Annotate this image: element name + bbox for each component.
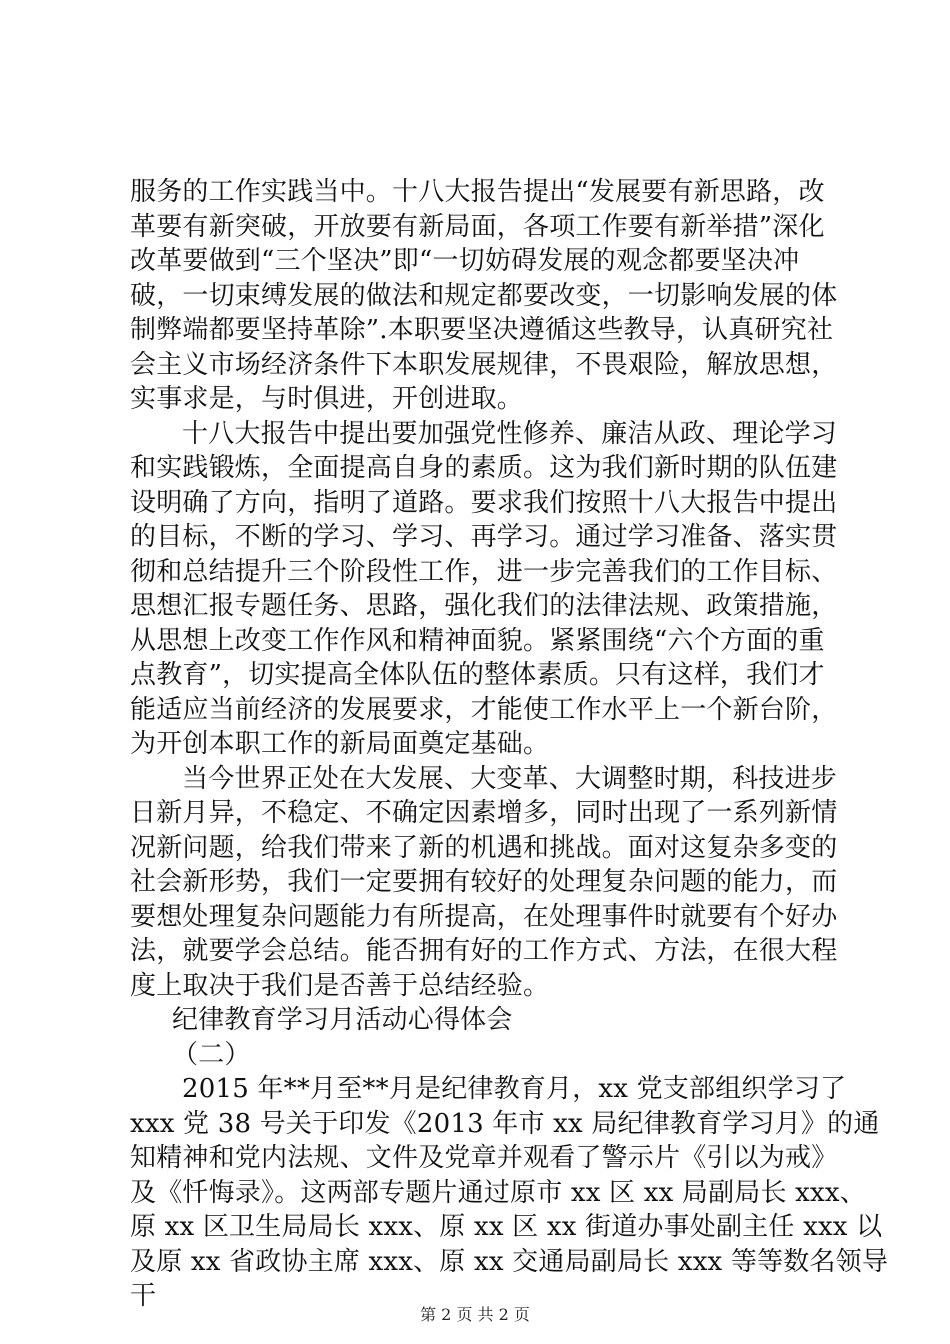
text-line: 设明确了方向，指明了道路。要求我们按照十八大报告中提出: [130, 487, 838, 518]
text-line: 日新月异，不稳定、不确定因素增多，同时出现了一系列新情: [130, 798, 838, 828]
text-line: 从思想上改变工作作风和精神面貌。紧紧围绕“六个方面的重: [130, 625, 825, 656]
text-line: 度上取决于我们是否善于总结经验。: [130, 970, 550, 1001]
text-line: 况新问题，给我们带来了新的机遇和挑战。面对这复杂多变的: [130, 832, 838, 863]
text-line: 原 xx 区卫生局局长 xxx、原 xx 区 xx 街道办事处副主任 xxx 以: [130, 1212, 883, 1242]
section-subtitle: （二）: [172, 1039, 251, 1070]
text-line: 能适应当前经济的发展要求，才能使工作水平上一个新台阶，: [130, 694, 838, 725]
text-line: 要想处理复杂问题能力有所提高，在处理事件时就要有个好办: [130, 901, 838, 932]
document-body: [130, 175, 889, 1314]
text-line: 法，就要学会总结。能否拥有好的工作方式、方法，在很大程: [130, 936, 838, 966]
paragraph-start-line: 2015 年**月至**月是纪律教育月，xx 党支部组织学习了: [182, 1074, 847, 1104]
text-line: xxx 党 38 号关于印发《2013 年市 xx 局纪律教育学习月》的通: [130, 1108, 880, 1139]
text-line: 制弊端都要坚持革除”.本职要坚决遵循这些教导，认真研究社: [130, 315, 834, 345]
text-line: 会主义市场经济条件下本职发展规律，不畏艰险，解放思想，: [130, 349, 838, 380]
paragraph-start-line: 十八大报告中提出要加强党性修养、廉洁从政、理论学习: [182, 418, 838, 449]
text-line: 改革要做到“三个坚决”即“一切妨碍发展的观念都要坚决冲: [130, 246, 800, 276]
paragraph-start-line: 当今世界正处在大发展、大变革、大调整时期，科技进步: [182, 763, 838, 794]
text-line: 点教育”，切实提高全体队伍的整体素质。只有这样，我们才: [130, 660, 825, 690]
text-line: 思想汇报专题任务、思路，强化我们的法律法规、政策措施，: [130, 591, 838, 621]
page-footer: 第 2 页 共 2 页: [420, 1305, 530, 1324]
text-line: 及《忏悔录》。这两部专题片通过原市 xx 区 xx 局副局长 xxx、: [130, 1177, 866, 1208]
text-line: 及原 xx 省政协主席 xxx、原 xx 交通局副局长 xxx 等等数名领导: [130, 1246, 889, 1277]
text-line: 知精神和党内法规、文件及党章并观看了警示片《引以为戒》: [130, 1143, 838, 1173]
text-line: 破，一切束缚发展的做法和规定都要改变，一切影响发展的体: [130, 280, 838, 311]
text-line: 和实践锻炼，全面提高自身的素质。这为我们新时期的队伍建: [130, 453, 838, 483]
text-line: 社会新形势，我们一定要拥有较好的处理复杂问题的能力，而: [130, 867, 838, 897]
text-line: 实事求是，与时俱进，开创进取。: [130, 384, 524, 414]
section-title: 纪律教育学习月活动心得体会: [172, 1005, 513, 1035]
text-line: 干: [130, 1281, 157, 1311]
text-line: 彻和总结提升三个阶段性工作，进一步完善我们的工作目标、: [130, 556, 838, 587]
text-line: 为开创本职工作的新局面奠定基础。: [130, 729, 550, 759]
text-line: 的目标，不断的学习、学习、再学习。通过学习准备、落实贯: [130, 522, 838, 552]
text-line: 革要有新突破，开放要有新局面，各项工作要有新举措”深化: [130, 211, 825, 242]
text-line: 服务的工作实践当中。十八大报告提出“发展要有新思路，改: [130, 177, 825, 207]
